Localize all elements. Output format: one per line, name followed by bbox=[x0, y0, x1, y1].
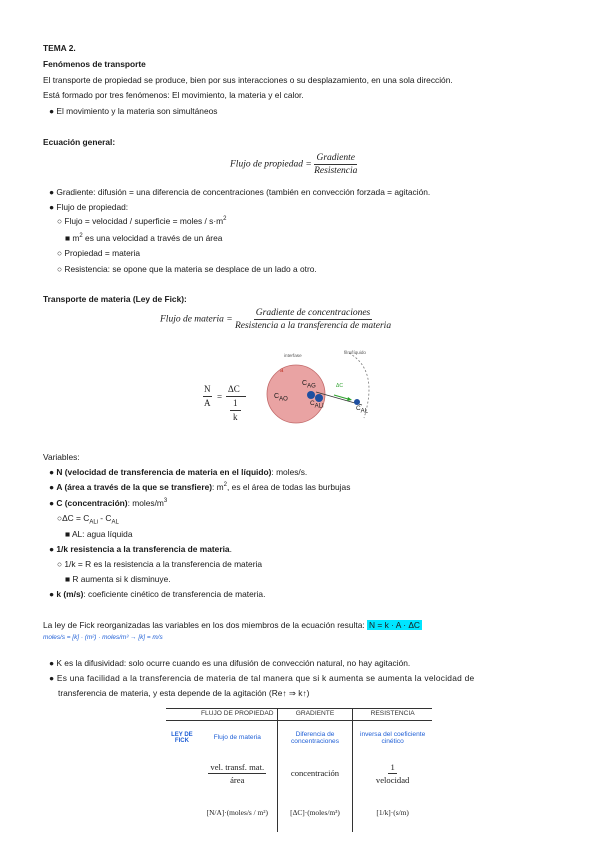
table-header: RESISTENCIA bbox=[353, 709, 432, 721]
intro-line-1: El transporte de propiedad se produce, bien por sus interacciones o su desplazamiento, en una sola dirección. bbox=[43, 75, 453, 85]
c-al-label: $C_{AL}$ bbox=[356, 405, 368, 415]
list-item: ● K es la difusividad: solo ocurre cuando es una difusión de convección natural, no hay agitación. bbox=[49, 658, 411, 668]
fick-heading: Transporte de materia (Ley de Fick): bbox=[43, 294, 187, 304]
list-item: ■ AL: agua líquida bbox=[65, 529, 133, 539]
list-item: ○ Flujo = velocidad / superficie = moles / $s\cdot m^2$ bbox=[57, 216, 227, 226]
table-cell: [N/A]·(moles/s / m²) bbox=[206, 807, 268, 817]
equation-denominator: Resistencia bbox=[314, 166, 358, 176]
list-item-continuation: transferencia de materia, y esta depende de la agitación (Re↑ ⇒ k↑) bbox=[58, 688, 310, 698]
section-subtitle: Fenómenos de transporte bbox=[43, 59, 146, 69]
list-item: ○ 1/k = R es la resistencia a la transferencia de materia bbox=[57, 559, 262, 569]
equation-numerator: Gradiente bbox=[316, 153, 356, 163]
table-header: FLUJO DE PROPIEDAD bbox=[198, 709, 277, 721]
list-item: ■ R aumenta si k disminuye. bbox=[65, 574, 171, 584]
intro-line-2: Está formado por tres fenómenos: El movimiento, la materia y el calor. bbox=[43, 90, 304, 100]
table-cell: Flujo de materia bbox=[213, 734, 261, 742]
list-item: ○ Propiedad = materia bbox=[57, 248, 141, 258]
c-ali-label: $C_{ALI}$ bbox=[310, 400, 324, 410]
table-cell: Diferencia de concentraciones bbox=[277, 720, 353, 754]
handwritten-units: moles/s = [k] · (m²) · moles/m³ → [k] = m/s bbox=[43, 634, 163, 641]
list-item: ● A (área a través de la que se transfiere): $m^2$, es el área de todas las burbujas bbox=[49, 482, 351, 492]
table-cell: $\frac{\text{vel. transf. mat.}}{\text{área}}$ bbox=[210, 761, 265, 785]
general-heading: Ecuación general: bbox=[43, 137, 116, 147]
list-item: ● Es una facilidad a la transferencia de materia de tal manera que si k aumenta se aumenta la velocidad de bbox=[49, 673, 475, 683]
table-header: GRADIENTE bbox=[277, 709, 353, 721]
table-cell: [ΔC]·(moles/m³) bbox=[277, 792, 353, 832]
variables-heading: Variables: bbox=[43, 452, 80, 462]
table-row bbox=[166, 792, 432, 832]
table-header-row bbox=[166, 709, 432, 721]
table-cell: inversa del coeficiente cinético bbox=[353, 720, 432, 754]
list-item: ● N (velocidad de transferencia de materia en el líquido): moles/s. bbox=[49, 467, 308, 477]
list-item: ● Flujo de propiedad: bbox=[49, 202, 129, 212]
table-cell: [1/k]·(s/m) bbox=[353, 792, 432, 832]
list-item: ● k (m/s): coeficiente cinético de transferencia de materia. bbox=[49, 589, 266, 599]
table-row bbox=[166, 754, 432, 792]
equation-denominator: Resistencia a la transferencia de materia bbox=[234, 321, 392, 331]
fick-summary-table bbox=[166, 708, 432, 832]
svg-text:a: a bbox=[280, 368, 284, 374]
interface-label: interfase bbox=[284, 353, 302, 358]
delta-c-arrow-label: ΔC bbox=[336, 383, 343, 389]
fick-equation: Flujo de materia = $\frac{\text{Gradiente de concentraciones}}{\text{Resistencia a la transferencia de materia}}$ bbox=[160, 308, 392, 331]
table-cell: concentración bbox=[277, 754, 353, 792]
law-formula-highlight: N = k · A · ΔC bbox=[369, 620, 420, 630]
law-intro: La ley de Fick reorganizadas las variables en los dos miembros de la ecuación resulta: N = k · A · ΔC bbox=[43, 620, 420, 630]
list-item: ● C (concentración): moles/$m^3$ bbox=[49, 498, 168, 508]
c-ao-label: $C_{AO}$ bbox=[274, 393, 288, 403]
equation-numerator: Gradiente de concentraciones bbox=[255, 308, 371, 318]
list-item: ● El movimiento y la materia son simultáneos bbox=[49, 106, 218, 116]
list-item: ● Gradiente: difusión = una diferencia de concentraciones (también en convección forzada = agitación. bbox=[49, 187, 431, 197]
row-label: LEY DE FICK bbox=[171, 731, 193, 744]
table-cell: $\frac{1}{\text{velocidad}}$ bbox=[353, 754, 432, 792]
page-title: TEMA 2. bbox=[43, 43, 76, 53]
bubble-diagram bbox=[264, 350, 384, 420]
table-row bbox=[166, 720, 432, 754]
general-equation: Flujo de propiedad = $\frac{\text{Gradiente}}{\text{Resistencia}}$ bbox=[230, 153, 358, 176]
c-ag-label: $C_{AG}$ bbox=[302, 380, 316, 390]
list-item: ○ΔC = $C_{ALi} - C_{AL}$ bbox=[57, 513, 119, 526]
list-item: ● 1/k resistencia a la transferencia de materia. bbox=[49, 544, 232, 554]
film-label: film/líquido bbox=[344, 350, 366, 355]
list-item: ■ $m^2$ es una velocidad a través de un área bbox=[65, 233, 223, 243]
list-item: ○ Resistencia: se opone que la materia se desplace de un lado a otro. bbox=[57, 264, 317, 274]
